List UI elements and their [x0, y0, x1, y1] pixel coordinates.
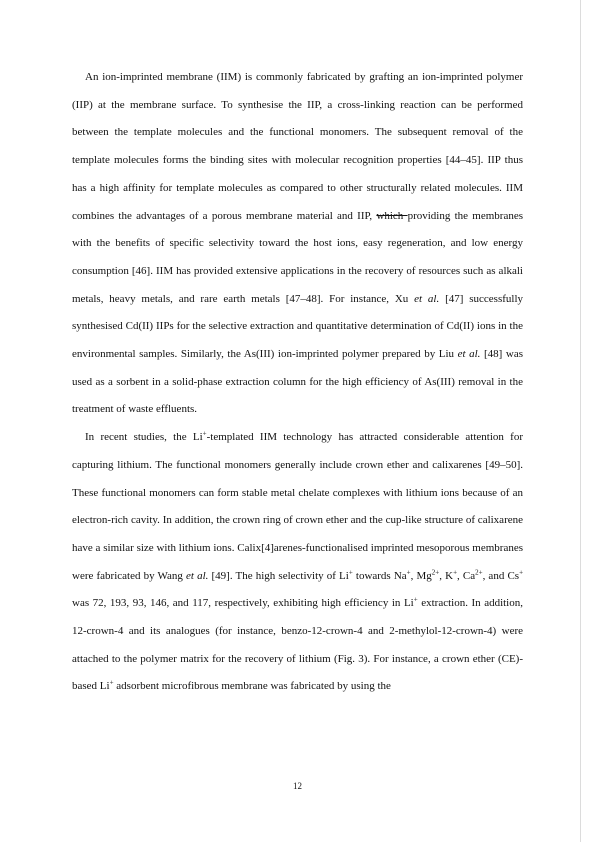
body-text [72, 64, 523, 701]
page-edge-rule [580, 0, 581, 842]
struck-word: which [376, 209, 408, 222]
paragraph-li-templated-iim: In recent studies, the Li+-templated IIM technology has attracted considerable attention for capturing lithium. The functional monomers generally include crown ether and calixarenes [49–50]. These functional monomers can form stable metal chelate complexes with lithium ions because of an electron-rich cavity. In addition, the crown ring of crown ether and the cup-like structure of calixarene have a similar size with lithium ions. Calix[4]arenes-functionalised imprinted mesoporous membranes were fabricated by Wang et al. [49]. The high selectivity of Li+ towards Na+, $Mg^{2+}$, K+, $Ca^{2+}$, and Cs+ was 72, 193, 93, 146, and 117, respectively, exhibiting high efficiency in Li+ extraction. In addition, 12-crown-4 and its analogues (for instance, benzo-12-crown-4 and 2-methylol-12-crown-4) were attached to the polymer matrix for the recovery of lithium (Fig. 3). For instance, a crown ether (CE)-based Li+ adsorbent microfibrous membrane was fabricated by using the [72, 429, 524, 693]
paragraph-iim-intro: An ion-imprinted membrane (IIM) is commonly fabricated by grafting an ion-imprinted polymer (IIP) at the membrane surface. To synthesise the IIP, a cross-linking reaction can be performed between the template molecules and the functional monomers. The subsequent removal of the template molecules forms the binding sites with molecular recognition properties [44–45]. IIP thus has a high affinity for template molecules as compared to other structurally related molecules. IIM combines the advantages of a porous membrane material and IIP, which providing the membranes with the benefits of specific selectivity toward the host ions, easy regeneration, and low energy consumption [46]. IIM has provided extensive applications in the recovery of resources such as alkali metals, heavy metals, and rare earth metals [47–48]. For instance, Xu et al. [47] successfully synthesised Cd(II) IIPs for the selective extraction and quantitative determination of Cd(II) ions in the environmental samples. Similarly, the As(III) ion-imprinted polymer prepared by Liu et al. [48] was used as a sorbent in a solid-phase extraction column for the high efficiency of As(III) removal in the treatment of waste effluents. [72, 71, 524, 416]
page-number: 12 [293, 781, 302, 791]
